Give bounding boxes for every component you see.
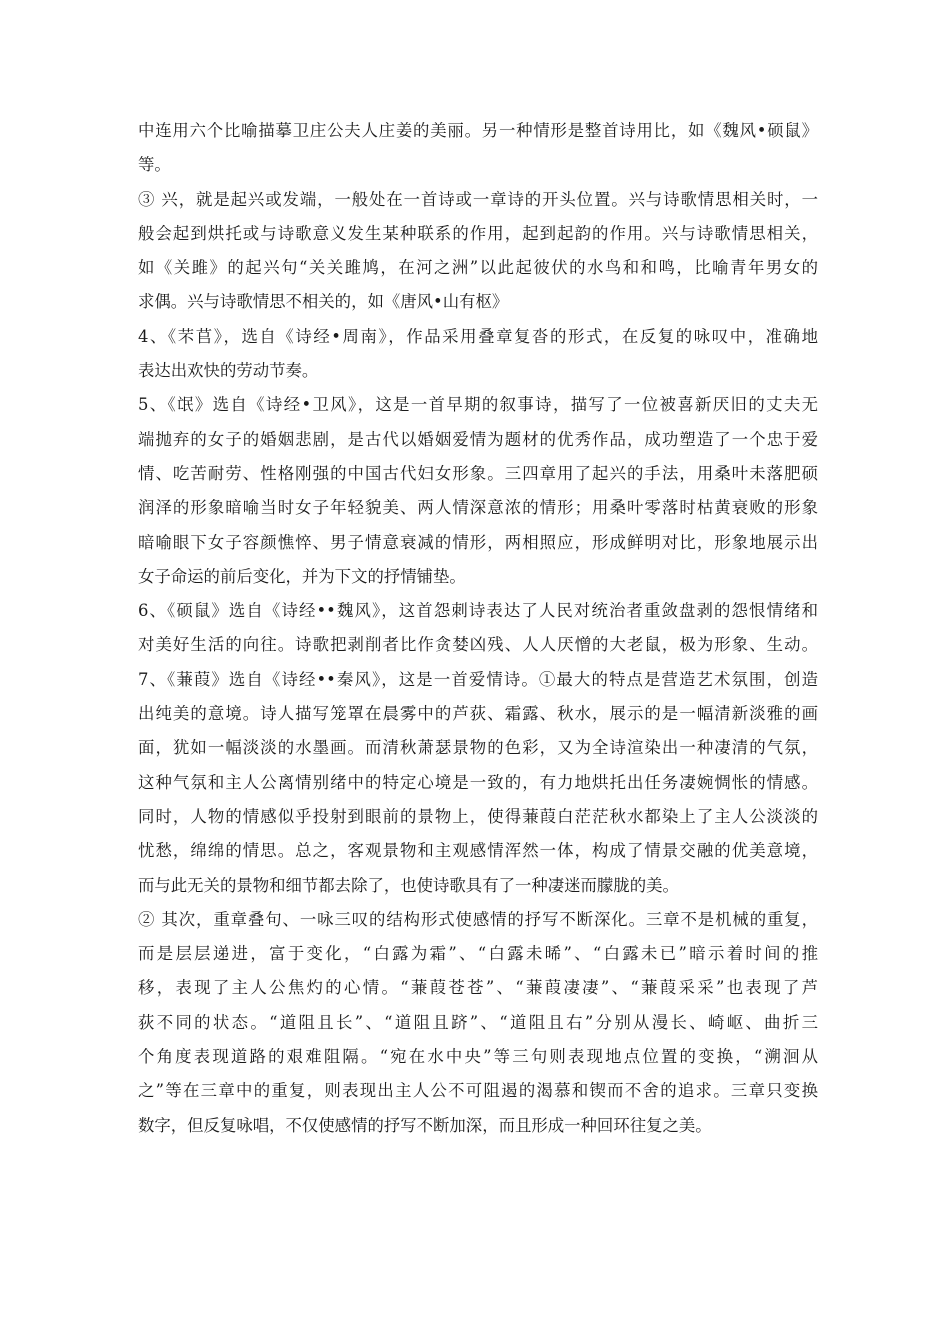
text-line: 般会起到烘托或与诗歌意义发生某种联系的作用，起到起韵的作用。兴与诗歌情思相关， [138, 223, 818, 243]
text-line: 出纯美的意境。诗人描写笼罩在晨雾中的芦荻、霜露、秋水，展示的是一幅清新淡雅的画 [138, 704, 818, 724]
text-line: 如《关雎》的起兴句“关关雎鸠，在河之洲”以此起彼伏的水鸟和和鸣，比喻青年男女的 [138, 258, 818, 278]
text-line: 6、《硕鼠》选自《诗经••魏风》，这首怨刺诗表达了人民对统治者重敛盘剥的怨恨情绪和 [138, 601, 818, 621]
text-line: 表达出欢快的劳动节奏。 [138, 361, 319, 381]
text-line: 荻不同的状态。“道阻且长”、“道阻且跻”、“道阻且右”分别从漫长、崎岖、曲折三 [138, 1012, 818, 1032]
text-line: 端抛弃的女子的婚姻悲剧，是古代以婚姻爱情为题材的优秀作品，成功塑造了一个忠于爱 [138, 429, 818, 449]
text-line: 忧愁，绵绵的情思。总之，客观景物和主观感情浑然一体，构成了情景交融的优美意境， [138, 841, 818, 861]
text-line: 4、《芣苢》，选自《诗经•周南》，作品采用叠章复沓的形式，在反复的咏叹中，准确地 [138, 326, 818, 346]
text-line: 面，犹如一幅淡淡的水墨画。而清秋萧瑟景物的色彩，又为全诗渲染出一种凄清的气氛， [138, 738, 818, 758]
text-line: 情、吃苦耐劳、性格刚强的中国古代妇女形象。三四章用了起兴的手法，用桑叶未落肥硕 [138, 463, 818, 483]
text-line: 求偶。兴与诗歌情思不相关的，如《唐风•山有枢》 [138, 292, 509, 312]
text-line: 女子命运的前后变化，并为下文的抒情铺垫。 [138, 566, 466, 586]
text-line: 润泽的形象暗喻当时女子年轻貌美、两人情深意浓的情形；用桑叶零落时枯黄衰败的形象 [138, 498, 818, 518]
text-line: 暗喻眼下女子容颜憔悴、男子情意衰减的情形，两相照应，形成鲜明对比，形象地展示出 [138, 532, 818, 552]
text-line: 之”等在三章中的重复，则表现出主人公不可阻遏的渴慕和锲而不舍的追求。三章只变换 [138, 1081, 818, 1101]
text-line: ② 其次，重章叠句、一咏三叹的结构形式使感情的抒写不断深化。三章不是机械的重复， [138, 909, 818, 929]
text-line: 7、《蒹葭》选自《诗经••秦风》，这是一首爱情诗。①最大的特点是营造艺术氛围，创造 [138, 669, 818, 689]
text-line: 这种气氛和主人公离情别绪中的特定心境是一致的，有力地烘托出任务凄婉惆怅的情感。 [138, 772, 818, 792]
text-line: 对美好生活的向往。诗歌把剥削者比作贪婪凶残、人人厌憎的大老鼠，极为形象、生动。 [138, 635, 818, 655]
document-body [138, 114, 818, 1143]
text-line: 个角度表现道路的艰难阻隔。“宛在水中央”等三句则表现地点位置的变换，“溯洄从 [138, 1047, 818, 1067]
text-line: 而与此无关的景物和细节都去除了，也使诗歌具有了一种凄迷而朦胧的美。 [138, 875, 679, 895]
text-line: 数字，但反复咏唱，不仅使感情的抒写不断加深，而且形成一种回环往复之美。 [138, 1115, 712, 1135]
text-line: 等。 [138, 155, 171, 175]
text-line: 5、《氓》选自《诗经•卫风》，这是一首早期的叙事诗，描写了一位被喜新厌旧的丈夫无 [138, 395, 818, 415]
text-line: 而是层层递进，富于变化，“白露为霜”、“白露未晞”、“白露未已”暗示着时间的推 [138, 944, 818, 964]
text-line: 中连用六个比喻描摹卫庄公夫人庄姜的美丽。另一种情形是整首诗用比，如《魏风•硕鼠》 [138, 121, 818, 140]
text-line: 移，表现了主人公焦灼的心情。“蒹葭苍苍”、“蒹葭凄凄”、“蒹葭采采”也表现了芦 [138, 978, 818, 998]
text-line: 同时，人物的情感似乎投射到眼前的景物上，使得蒹葭白茫茫秋水都染上了主人公淡淡的 [138, 806, 818, 826]
text-line: ③ 兴，就是起兴或发端，一般处在一首诗或一章诗的开头位置。兴与诗歌情思相关时，一 [138, 189, 818, 209]
